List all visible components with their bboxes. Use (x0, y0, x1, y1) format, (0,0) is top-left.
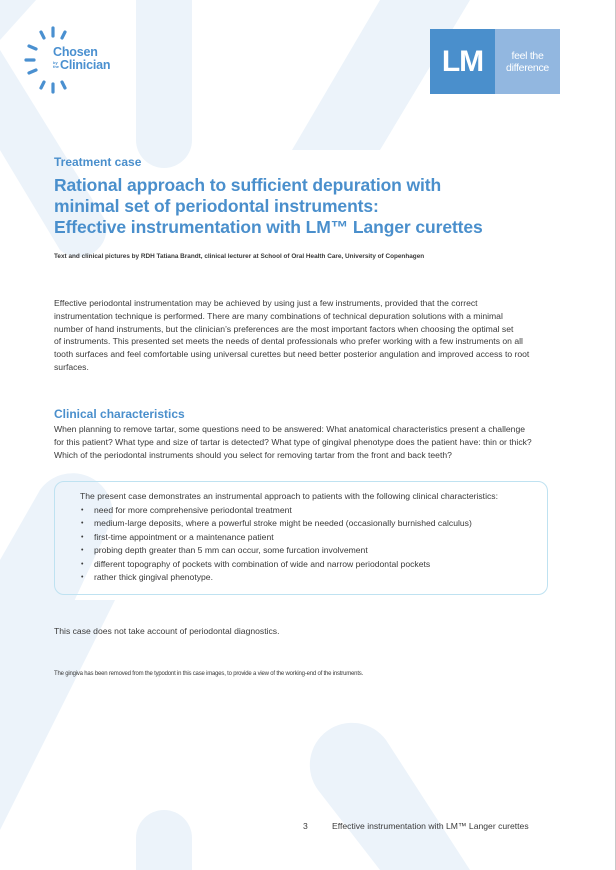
list-item (79, 558, 472, 571)
intro-line: of instruments. This presented set meets the needs of dental professionals who prefer working with a few instruments on all (54, 336, 523, 347)
intro-line: instrumentation technique is performed. There are many combinations of technical depuration solutions with a minimal (54, 310, 503, 321)
bullet-icon: • (81, 560, 84, 568)
lm-feel-the-difference-logo (430, 29, 560, 94)
page-number: 3 (303, 821, 308, 831)
list-item-text: probing depth greater than 5 mm can occur, some furcation involvement (94, 545, 368, 556)
intro-line: tooth surfaces and feel comfortable using universal curettes but need better posterior angulation and improved access to root (54, 349, 530, 360)
clinical-line: for this patient? What type and size of tartar is detected? What type of gingival phenotype does the patient have: thin or thick? (54, 436, 532, 447)
logo-text-chosen: Chosen (53, 45, 98, 59)
intro-line: Effective periodontal instrumentation may be achieved by using just a few instruments, provided that the correct (54, 298, 478, 308)
chosen-by-clinician-logo (24, 26, 124, 102)
tagline-line-1: feel the (511, 49, 544, 62)
bullet-icon: • (81, 533, 84, 541)
list-item-text: different topography of pockets with combination of wide and narrow periodontal pockets (94, 558, 431, 569)
page-title (54, 175, 554, 238)
clinical-line: When planning to remove tartar, some questions need to be answered: What anatomical characteristics present a challenge (54, 424, 526, 434)
clinical-line: Which of the periodontal instruments should you select for removing tartar from the front and back teeth? (54, 449, 452, 460)
tagline-line-2: difference (506, 61, 549, 74)
bullet-icon: • (81, 520, 84, 528)
list-item-text: need for more comprehensive periodontal treatment (94, 505, 292, 515)
list-item-text: medium-large deposits, where a powerful stroke might be needed (occasionally burnished calculus) (94, 518, 472, 529)
list-item (79, 571, 472, 584)
logo-text-by-the: by the (53, 59, 59, 69)
list-item (79, 544, 472, 557)
list-item (79, 531, 472, 544)
image-footnote: The gingiva has been removed from the typodont in this case images, to provide a view of the working-end of the instruments. (54, 671, 364, 677)
title-line-1: Rational approach to sufficient depuration with (54, 175, 442, 195)
bullet-icon: • (81, 547, 84, 555)
clinical-questions-paragraph (54, 423, 574, 461)
logo-text-clinician: Clinician (60, 57, 111, 72)
running-title: Effective instrumentation with LM™ Langer curettes (332, 821, 529, 831)
eyebrow-label: Treatment case (54, 155, 142, 169)
author-byline: Text and clinical pictures by RDH Tatiana Brandt, clinical lecturer at School of Oral Health Care, University of Copenhagen (54, 253, 425, 260)
lm-tagline (495, 29, 560, 94)
diagnostics-note: This case does not take account of periodontal diagnostics. (54, 626, 280, 636)
list-item (79, 504, 472, 517)
characteristics-list (79, 504, 472, 584)
lm-mark: LM (430, 29, 495, 94)
intro-line: surfaces. (54, 361, 89, 372)
list-item (79, 517, 472, 530)
box-intro-text: The present case demonstrates an instrumental approach to patients with the following clinical characteristics: (80, 491, 498, 501)
intro-paragraph (54, 297, 564, 374)
bullet-icon: • (81, 574, 84, 582)
title-line-2: minimal set of periodontal instruments: (54, 196, 379, 216)
section-heading-clinical-characteristics: Clinical characteristics (54, 407, 185, 421)
title-line-3: Effective instrumentation with LM™ Langer curettes (54, 217, 483, 237)
page-footer (303, 821, 529, 831)
intro-line: number of hand instruments, but the clinician’s preferences are the most important factors when choosing the optimal set (54, 323, 514, 334)
bullet-icon: • (81, 507, 84, 514)
list-item-text: first-time appointment or a maintenance patient (94, 531, 274, 542)
list-item-text: rather thick gingival phenotype. (94, 572, 213, 583)
clinical-characteristics-box (54, 481, 548, 595)
